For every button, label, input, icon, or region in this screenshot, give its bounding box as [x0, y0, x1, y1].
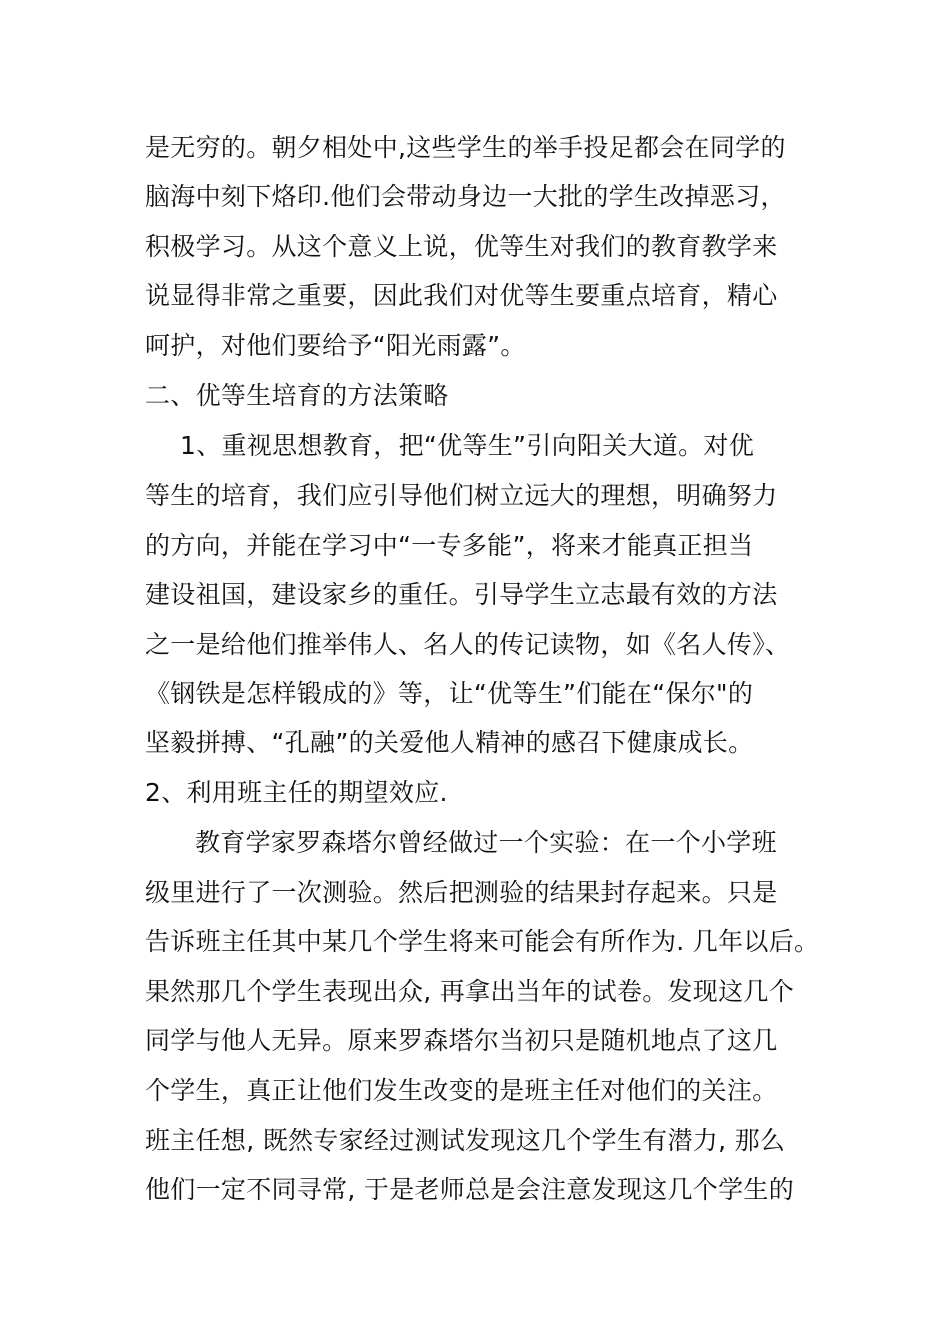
text-line: 同学与他人无异。原来罗森塔尔当初只是随机地点了这几 — [145, 1026, 778, 1055]
text-line: 之一是给他们推举伟人、名人的传记读物，如《名人传》、 — [145, 630, 791, 659]
text-line: 他们一定不同寻常, 于是老师总是会注意发现这几个学生的 — [145, 1175, 794, 1204]
text-line: 果然那几个学生表现出众, 再拿出当年的试卷。发现这几个 — [145, 977, 794, 1006]
section-heading: 2、利用班主任的期望效应. — [145, 778, 448, 807]
text-line: 积极学习。从这个意义上说，优等生对我们的教育教学来 — [145, 232, 778, 261]
text-line: 呵护，对他们要给予“阳光雨露”。 — [145, 331, 526, 360]
text-line: 坚毅拼搏、“孔融”的关爱他人精神的感召下健康成长。 — [145, 728, 754, 757]
text-line: 脑海中刻下烙印.他们会带动身边一大批的学生改掉恶习， — [145, 182, 786, 211]
text-line: 班主任想, 既然专家经过测试发现这几个学生有潜力, 那么 — [145, 1126, 786, 1155]
text-line: 建设祖国，建设家乡的重任。引导学生立志最有效的方法 — [145, 580, 778, 609]
text-line: 《钢铁是怎样锻成的》等，让“优等生”们能在“保尔"的 — [145, 679, 754, 708]
text-line: 是无穷的。朝夕相处中,这些学生的举手投足都会在同学的 — [145, 133, 786, 162]
text-line: 等生的培育，我们应引导他们树立远大的理想，明确努力 — [145, 481, 778, 510]
text-line: 1、重视思想教育，把“优等生”引向阳关大道。对优 — [180, 431, 755, 460]
text-line: 级里进行了一次测验。然后把测验的结果封存起来。只是 — [145, 878, 778, 907]
section-heading: 二、优等生培育的方法策略 — [145, 381, 449, 410]
text-line: 告诉班主任其中某几个学生将来可能会有所作为. 几年以后。 — [145, 927, 820, 956]
text-line: 的方向，并能在学习中“一专多能”，将来才能真正担当 — [145, 531, 754, 560]
text-line: 说显得非常之重要，因此我们对优等生要重点培育，精心 — [145, 281, 778, 310]
text-line: 教育学家罗森塔尔曾经做过一个实验：在一个小学班 — [195, 828, 777, 857]
text-line: 个学生，真正让他们发生改变的是班主任对他们的关注。 — [145, 1076, 778, 1105]
